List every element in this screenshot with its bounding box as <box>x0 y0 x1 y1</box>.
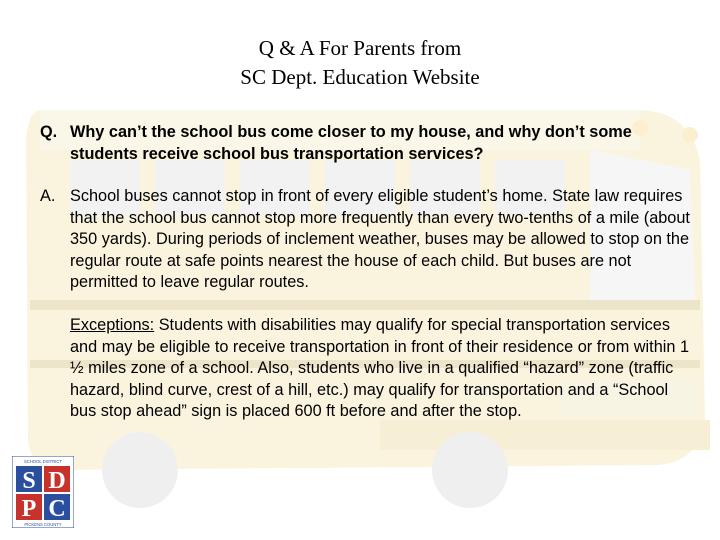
title-line-1: Q & A For Parents from <box>258 36 462 60</box>
svg-text:PICKENS COUNTY: PICKENS COUNTY <box>24 522 62 527</box>
svg-text:P: P <box>21 496 37 522</box>
sdpc-logo-icon <box>12 456 74 528</box>
svg-text:S: S <box>22 468 36 494</box>
question-marker: Q. <box>40 123 58 141</box>
answer-text: School buses cannot stop in front of every eligible student’s home. State law requires that the school bus cannot stop more frequently than every two-tenths of a mile (about 350 yards). During periods of inclement weather, buses may be allowed to stop on the regular route at safe points nearest the house of each child. But buses are not permitted to leave regular routes. <box>70 187 690 291</box>
answer-block <box>40 186 690 294</box>
question-text: Why can’t the school bus come closer to my house, and why don’t some students receive school bus transportation services? <box>70 123 632 163</box>
answer-marker: A. <box>40 187 56 205</box>
title-line-2: SC Dept. Education Website <box>240 65 480 89</box>
svg-text:C: C <box>48 496 66 522</box>
page-title <box>0 34 720 92</box>
exceptions-label: Exceptions: <box>70 316 155 334</box>
question-block <box>40 122 690 165</box>
svg-text:SCHOOL DISTRICT: SCHOOL DISTRICT <box>23 459 63 464</box>
exceptions-text: Students with disabilities may qualify for special transportation services and may be eligible to receive transportation in front of their residence or from within 1 ½ miles zone of a school. Also, students who live in a qualified “hazard” zone (traffic hazard, blind curve, crest of a hill, etc.) may qualify for transportation and a “School bus stop ahead” sign is placed 600 ft before and after the stop. <box>70 316 690 420</box>
exceptions-block <box>70 315 690 423</box>
svg-text:D: D <box>48 468 66 494</box>
